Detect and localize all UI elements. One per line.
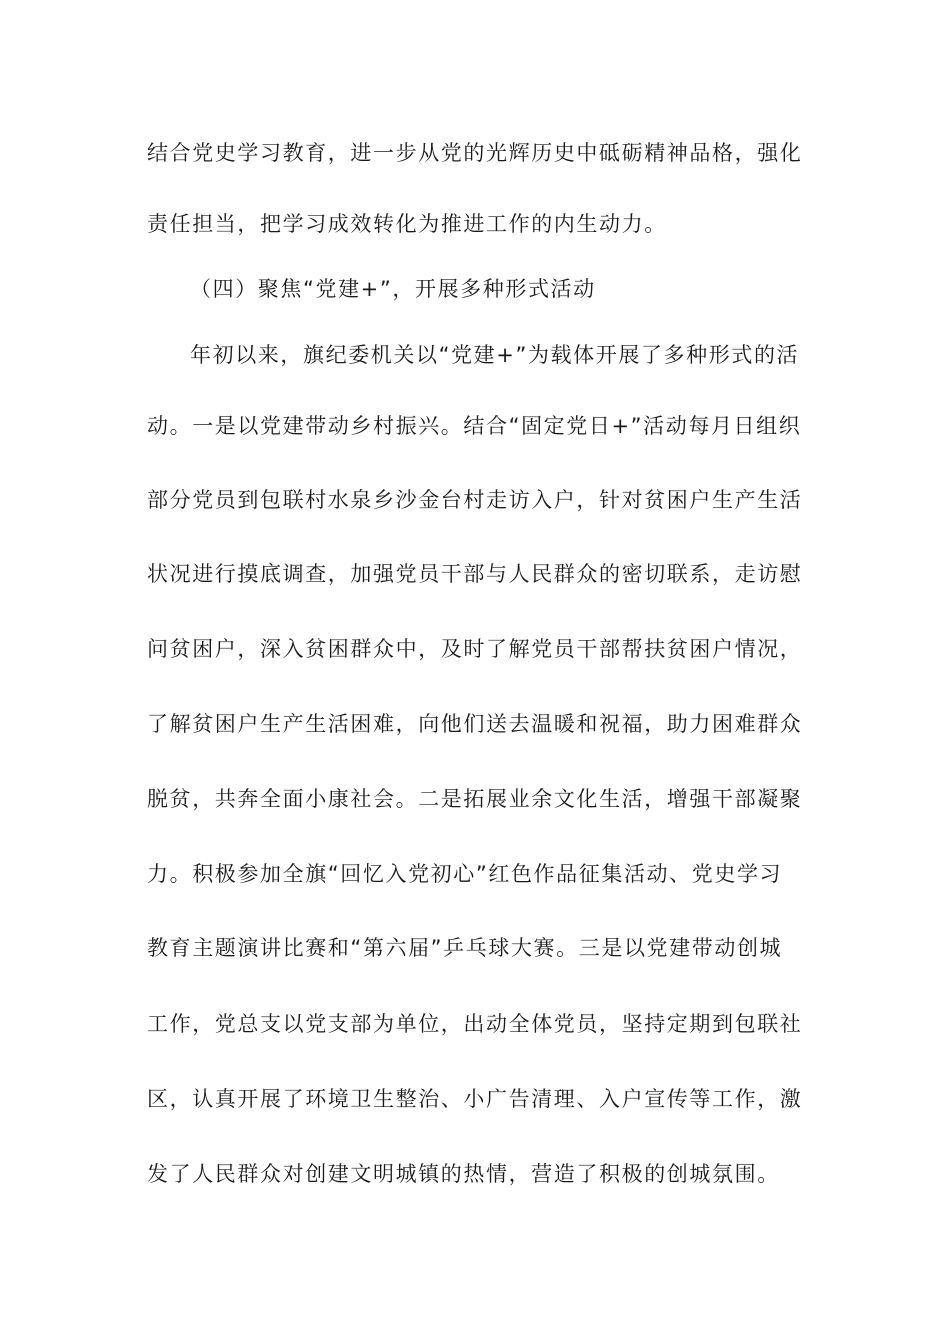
paragraph-line: 责任担当，把学习成效转化为推进工作的内生动力。 [147,212,667,236]
paragraph-line: 脱贫，共奔全面小康社会。二是拓展业余文化生活，增强干部凝聚 [147,787,803,811]
paragraph-line: 动。一是以党建带动乡村振兴。结合“固定党日+”活动每月日组织 [147,414,802,438]
paragraph-line: 结合党史学习教育，进一步从党的光辉历史中砥砺精神品格，强化 [147,141,803,165]
paragraph-line: 力。积极参加全旗“回忆入党初心”红色作品征集活动、党史学习 [147,862,783,886]
paragraph-line: 教育主题演讲比赛和“第六届”乒乓球大赛。三是以党建带动创城 [147,936,783,960]
paragraph-line: 状况进行摸底调查，加强党员干部与人民群众的密切联系，走访慰 [147,562,803,586]
paragraph-line: 了解贫困户生产生活困难，向他们送去温暖和祝福，助力困难群众 [147,712,803,736]
paragraph-line: 发了人民群众对创建文明城镇的热情，营造了积极的创城氛围。 [147,1162,780,1186]
paragraph-line: 年初以来，旗纪委机关以“党建+”为载体开展了多种形式的活 [190,343,800,367]
paragraph-line: 工作，党总支以党支部为单位，出动全体党员，坚持定期到包联社 [147,1012,803,1036]
paragraph-line: 区，认真开展了环境卫生整治、小广告清理、入户宣传等工作，激 [147,1087,803,1111]
paragraph-line: 部分党员到包联村水泉乡沙金台村走访入户，针对贫困户生产生活 [147,488,803,512]
section-heading: （四）聚焦“党建+”，开展多种形式活动 [190,277,596,301]
paragraph-line: 问贫困户，深入贫困群众中，及时了解党员干部帮扶贫困户情况， [147,637,803,661]
